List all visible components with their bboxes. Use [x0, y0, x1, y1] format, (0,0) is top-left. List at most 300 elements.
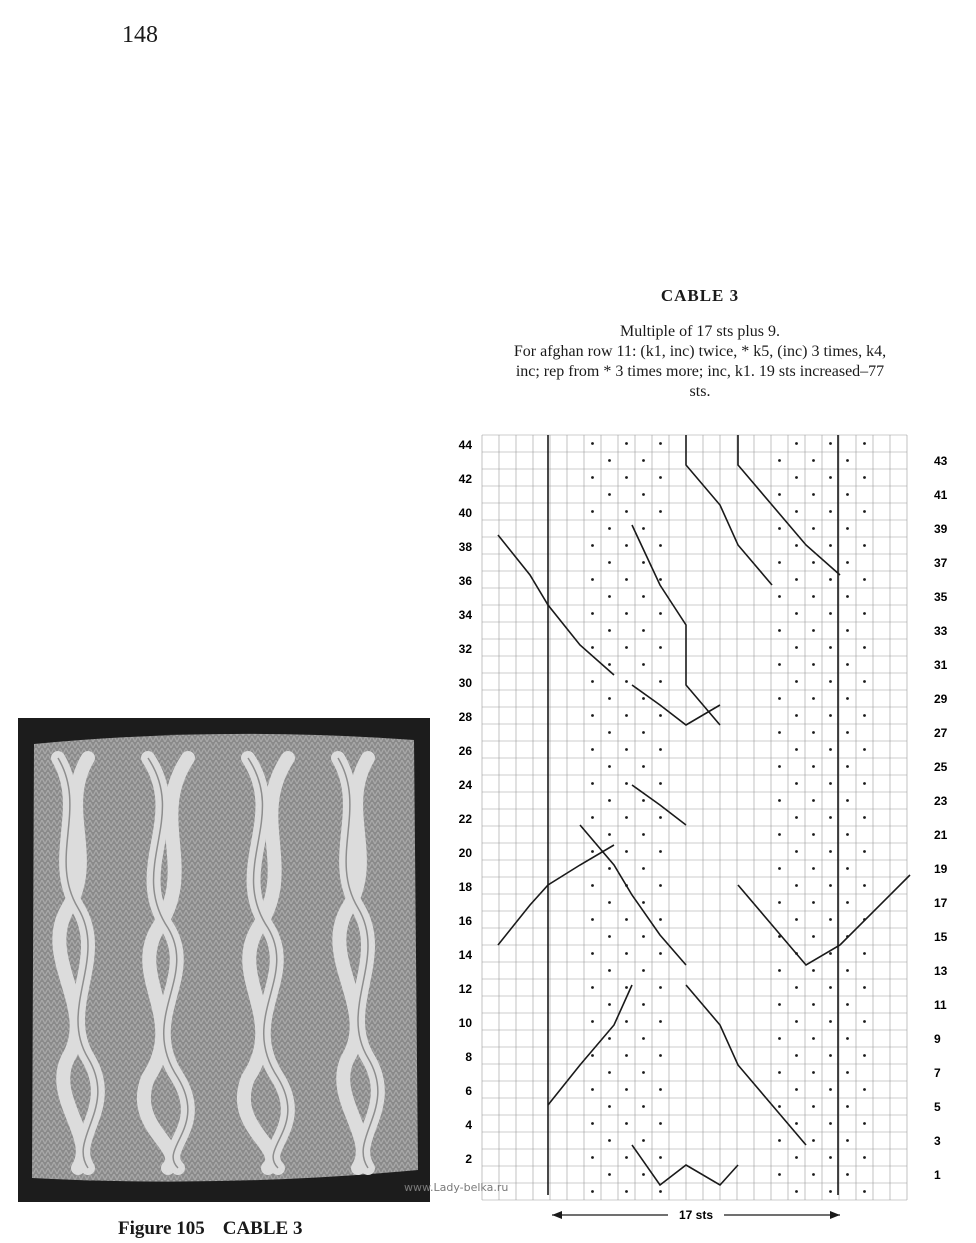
watermark: www.Lady-belka.ru: [404, 1181, 509, 1194]
purl-dot: [625, 986, 628, 989]
purl-dot: [591, 578, 594, 581]
purl-dot: [795, 748, 798, 751]
purl-dot: [778, 493, 781, 496]
purl-dot: [846, 969, 849, 972]
row-label-right: 11: [934, 998, 947, 1012]
row-label-right: 21: [934, 828, 948, 842]
purl-dot: [659, 680, 662, 683]
purl-dot: [863, 1156, 866, 1159]
purl-dot: [608, 697, 611, 700]
purl-dot: [863, 1020, 866, 1023]
purl-dot: [625, 476, 628, 479]
purl-dot: [591, 714, 594, 717]
purl-dot: [863, 782, 866, 785]
purl-dot: [829, 578, 832, 581]
purl-dot: [625, 544, 628, 547]
cable-line: [632, 1145, 738, 1185]
purl-dot: [795, 782, 798, 785]
purl-dot: [812, 697, 815, 700]
purl-dot: [591, 952, 594, 955]
purl-dot: [812, 493, 815, 496]
purl-dot: [812, 1139, 815, 1142]
purl-dot: [659, 816, 662, 819]
purl-dot: [608, 1071, 611, 1074]
purl-dot: [795, 884, 798, 887]
purl-dot: [846, 731, 849, 734]
instruction-line-4: sts.: [689, 383, 711, 400]
purl-dot: [591, 510, 594, 513]
purl-dot: [846, 1003, 849, 1006]
purl-dot: [795, 986, 798, 989]
purl-dot: [642, 697, 645, 700]
purl-dot: [642, 901, 645, 904]
purl-dot: [659, 918, 662, 921]
purl-dot: [863, 952, 866, 955]
purl-dot: [591, 748, 594, 751]
purl-dot: [846, 799, 849, 802]
purl-dot: [608, 629, 611, 632]
purl-dot: [642, 1037, 645, 1040]
purl-dot: [642, 799, 645, 802]
purl-dot: [795, 578, 798, 581]
purl-dot: [846, 629, 849, 632]
purl-dot: [625, 850, 628, 853]
purl-dot: [659, 476, 662, 479]
purl-dot: [863, 578, 866, 581]
purl-dot: [625, 510, 628, 513]
purl-dot: [812, 1173, 815, 1176]
right-row-labels: [934, 454, 948, 1182]
purl-dot: [659, 986, 662, 989]
purl-dot: [795, 816, 798, 819]
purl-dot: [795, 1190, 798, 1193]
purl-dot: [608, 969, 611, 972]
purl-dot: [625, 442, 628, 445]
row-label-left: 22: [458, 812, 472, 826]
purl-dot: [608, 1003, 611, 1006]
purl-dot: [829, 1122, 832, 1125]
purl-dot: [795, 1122, 798, 1125]
row-label-right: 23: [934, 794, 948, 808]
row-label-left: 6: [465, 1084, 472, 1098]
row-label-left: 8: [465, 1050, 472, 1064]
purl-dot: [795, 1088, 798, 1091]
purl-dot: [608, 1037, 611, 1040]
purl-dot: [642, 1139, 645, 1142]
purl-dot: [863, 544, 866, 547]
purl-dot: [846, 663, 849, 666]
purl-dot: [829, 918, 832, 921]
purl-dot: [642, 935, 645, 938]
cable-line: [738, 875, 910, 965]
purl-dot: [591, 680, 594, 683]
purl-dot: [659, 442, 662, 445]
purl-dot: [625, 782, 628, 785]
row-label-right: 35: [934, 590, 948, 604]
purl-dot: [846, 1037, 849, 1040]
purl-dot: [591, 1156, 594, 1159]
purl-dot: [659, 1020, 662, 1023]
purl-dot: [795, 1054, 798, 1057]
purl-dot: [625, 1088, 628, 1091]
purl-dot: [863, 884, 866, 887]
purl-dot: [778, 901, 781, 904]
purl-dot: [863, 510, 866, 513]
purl-dot: [812, 901, 815, 904]
purl-dot: [778, 1173, 781, 1176]
cable-line: [580, 825, 686, 965]
purl-dot: [795, 1020, 798, 1023]
purl-dot: [591, 884, 594, 887]
row-label-left: 14: [458, 948, 472, 962]
purl-dot: [812, 527, 815, 530]
purl-dot: [863, 476, 866, 479]
purl-dot: [863, 442, 866, 445]
purl-dot: [642, 833, 645, 836]
row-label-left: 12: [458, 982, 472, 996]
purl-dot: [846, 527, 849, 530]
row-label-right: 27: [934, 726, 948, 740]
purl-dot: [625, 578, 628, 581]
instruction-line-2: For afghan row 11: (k1, inc) twice, * k5, (inc) 3 times, k4,: [513, 343, 887, 360]
row-label-right: 41: [934, 488, 948, 502]
purl-dot: [778, 663, 781, 666]
purl-dot: [778, 1003, 781, 1006]
purl-dot: [829, 612, 832, 615]
row-label-right: 29: [934, 692, 948, 706]
purl-dot: [625, 1054, 628, 1057]
cable-line: [686, 435, 772, 585]
purl-dot: [812, 595, 815, 598]
purl-dot: [591, 1020, 594, 1023]
purl-dot: [591, 612, 594, 615]
row-label-right: 33: [934, 624, 948, 638]
purl-dot: [829, 1054, 832, 1057]
purl-dot: [659, 646, 662, 649]
purl-dot: [659, 850, 662, 853]
purl-dot: [591, 986, 594, 989]
purl-dot: [812, 833, 815, 836]
purl-dot: [812, 799, 815, 802]
purl-dot: [625, 714, 628, 717]
cable-line: [632, 785, 686, 825]
purl-dot: [591, 442, 594, 445]
purl-dot: [608, 901, 611, 904]
purl-dot: [659, 782, 662, 785]
purl-dot: [846, 901, 849, 904]
figure-caption: [118, 1218, 302, 1240]
purl-dot: [812, 1071, 815, 1074]
row-label-left: 42: [458, 472, 472, 486]
instruction-line-1: Multiple of 17 sts plus 9.: [619, 323, 780, 340]
purl-dot: [812, 969, 815, 972]
purl-dot: [829, 1088, 832, 1091]
purl-dot: [846, 697, 849, 700]
row-label-right: 15: [934, 930, 948, 944]
purl-dot: [846, 1139, 849, 1142]
purl-dot: [608, 459, 611, 462]
purl-dot: [591, 782, 594, 785]
cable-line: [548, 985, 632, 1105]
purl-dot: [829, 850, 832, 853]
purl-dot: [608, 561, 611, 564]
row-label-right: 1: [934, 1168, 941, 1182]
purl-dot: [642, 561, 645, 564]
row-label-left: 24: [458, 778, 472, 792]
purl-dot: [846, 1105, 849, 1108]
row-label-left: 32: [458, 642, 472, 656]
purl-dot: [829, 816, 832, 819]
purl-dot: [863, 748, 866, 751]
cable-swatch-photo: [18, 718, 430, 1202]
figure-number: Figure 105: [118, 1218, 205, 1239]
purl-dot: [812, 459, 815, 462]
purl-dot: [778, 969, 781, 972]
purl-dot: [659, 714, 662, 717]
purl-dot: [829, 782, 832, 785]
purl-dot: [591, 1122, 594, 1125]
purl-dot: [591, 646, 594, 649]
purl-dot: [829, 510, 832, 513]
purl-dot: [591, 1190, 594, 1193]
purl-dot: [608, 1173, 611, 1176]
cable-line: [632, 685, 720, 725]
purl-dot: [846, 833, 849, 836]
purl-dot: [659, 1122, 662, 1125]
purl-dot: [659, 748, 662, 751]
purl-dot: [778, 833, 781, 836]
purl-dot: [829, 442, 832, 445]
row-label-left: 20: [458, 846, 472, 860]
purl-dot: [591, 918, 594, 921]
purl-dot: [812, 765, 815, 768]
purl-dot: [863, 816, 866, 819]
row-label-left: 18: [458, 880, 472, 894]
purl-dot: [608, 867, 611, 870]
purl-dot: [625, 748, 628, 751]
purl-dot: [625, 952, 628, 955]
purl-dot: [591, 544, 594, 547]
purl-dot: [642, 1105, 645, 1108]
purl-dot: [642, 459, 645, 462]
row-label-left: 28: [458, 710, 472, 724]
purl-dot: [608, 527, 611, 530]
purl-dot: [659, 884, 662, 887]
purl-dot: [812, 935, 815, 938]
purl-dot: [829, 1156, 832, 1159]
purl-dot: [642, 663, 645, 666]
purl-dot: [778, 731, 781, 734]
purl-dot: [812, 1003, 815, 1006]
purl-dot: [625, 612, 628, 615]
repeat-indicator: [552, 1207, 840, 1223]
purl-dot: [829, 1020, 832, 1023]
purl-dot: [608, 493, 611, 496]
purl-dot: [625, 646, 628, 649]
purl-dot: [608, 833, 611, 836]
purl-dot: [642, 595, 645, 598]
purl-dot: [625, 1190, 628, 1193]
purl-dot: [812, 629, 815, 632]
purl-dot: [591, 476, 594, 479]
purl-dots: [591, 442, 866, 1193]
purl-dot: [659, 1156, 662, 1159]
purl-dot: [659, 612, 662, 615]
purl-dot: [846, 765, 849, 768]
purl-dot: [659, 578, 662, 581]
purl-dot: [608, 731, 611, 734]
purl-dot: [659, 544, 662, 547]
purl-dot: [846, 1071, 849, 1074]
purl-dot: [863, 714, 866, 717]
purl-dot: [778, 1071, 781, 1074]
page-number: 148: [122, 22, 158, 48]
row-label-left: 2: [465, 1152, 472, 1166]
purl-dot: [625, 680, 628, 683]
purl-dot: [642, 1173, 645, 1176]
purl-dot: [812, 731, 815, 734]
purl-dot: [795, 1156, 798, 1159]
purl-dot: [795, 476, 798, 479]
purl-dot: [608, 595, 611, 598]
purl-dot: [608, 1139, 611, 1142]
purl-dot: [608, 663, 611, 666]
purl-dot: [642, 731, 645, 734]
purl-dot: [829, 646, 832, 649]
purl-dot: [625, 816, 628, 819]
purl-dot: [642, 969, 645, 972]
purl-dot: [625, 1020, 628, 1023]
purl-dot: [659, 1190, 662, 1193]
purl-dot: [846, 561, 849, 564]
purl-dot: [812, 1105, 815, 1108]
instruction-line-3: inc; rep from * 3 times more; inc, k1. 19 sts increased–77: [515, 363, 885, 380]
purl-dot: [829, 1190, 832, 1193]
purl-dot: [625, 1122, 628, 1125]
purl-dot: [778, 799, 781, 802]
purl-dot: [863, 646, 866, 649]
purl-dot: [829, 986, 832, 989]
purl-dot: [642, 1003, 645, 1006]
purl-dot: [795, 680, 798, 683]
purl-dot: [659, 510, 662, 513]
purl-dot: [591, 1054, 594, 1057]
purl-dot: [659, 952, 662, 955]
row-label-right: 3: [934, 1134, 941, 1148]
purl-dot: [625, 1156, 628, 1159]
row-label-left: 40: [458, 506, 472, 520]
purl-dot: [795, 850, 798, 853]
purl-dot: [863, 1054, 866, 1057]
purl-dot: [863, 1190, 866, 1193]
purl-dot: [795, 510, 798, 513]
purl-dot: [591, 850, 594, 853]
purl-dot: [829, 748, 832, 751]
purl-dot: [642, 493, 645, 496]
row-label-left: 10: [458, 1016, 472, 1030]
purl-dot: [846, 867, 849, 870]
purl-dot: [812, 1037, 815, 1040]
purl-dot: [642, 629, 645, 632]
purl-dot: [846, 459, 849, 462]
row-label-right: 7: [934, 1066, 941, 1080]
purl-dot: [795, 612, 798, 615]
purl-dot: [625, 918, 628, 921]
row-label-right: 31: [934, 658, 948, 672]
purl-dot: [829, 680, 832, 683]
purl-dot: [778, 527, 781, 530]
purl-dot: [591, 1088, 594, 1091]
chart-grid: [482, 435, 907, 1200]
purl-dot: [795, 918, 798, 921]
purl-dot: [863, 1122, 866, 1125]
purl-dot: [778, 697, 781, 700]
purl-dot: [846, 1173, 849, 1176]
purl-dot: [863, 612, 866, 615]
knitting-chart: [450, 425, 970, 1230]
section-title: CABLE 3: [660, 286, 740, 305]
row-label-right: 19: [934, 862, 948, 876]
purl-dot: [778, 867, 781, 870]
purl-dot: [829, 952, 832, 955]
purl-dot: [642, 527, 645, 530]
row-label-left: 4: [465, 1118, 472, 1132]
row-label-left: 16: [458, 914, 472, 928]
pattern-instructions: [448, 322, 952, 402]
row-label-right: 17: [934, 896, 948, 910]
purl-dot: [778, 765, 781, 768]
row-label-left: 36: [458, 574, 472, 588]
row-label-left: 34: [458, 608, 472, 622]
row-label-right: 5: [934, 1100, 941, 1114]
purl-dot: [863, 1088, 866, 1091]
purl-dot: [608, 799, 611, 802]
purl-dot: [795, 646, 798, 649]
purl-dot: [778, 1037, 781, 1040]
row-label-right: 43: [934, 454, 948, 468]
purl-dot: [608, 765, 611, 768]
purl-dot: [778, 561, 781, 564]
purl-dot: [778, 459, 781, 462]
purl-dot: [778, 1139, 781, 1142]
row-label-right: 37: [934, 556, 948, 570]
purl-dot: [829, 544, 832, 547]
purl-dot: [778, 1105, 781, 1108]
purl-dot: [829, 476, 832, 479]
purl-dot: [812, 561, 815, 564]
purl-dot: [795, 442, 798, 445]
purl-dot: [642, 1071, 645, 1074]
purl-dot: [608, 935, 611, 938]
purl-dot: [591, 816, 594, 819]
purl-dot: [659, 1054, 662, 1057]
row-label-right: 25: [934, 760, 948, 774]
purl-dot: [659, 1088, 662, 1091]
purl-dot: [795, 544, 798, 547]
purl-dot: [812, 867, 815, 870]
purl-dot: [846, 595, 849, 598]
row-label-right: 39: [934, 522, 948, 536]
row-label-left: 30: [458, 676, 472, 690]
purl-dot: [608, 1105, 611, 1108]
repeat-label: 17 sts: [678, 1208, 714, 1222]
row-label-left: 44: [458, 438, 472, 452]
purl-dot: [829, 714, 832, 717]
purl-dot: [863, 850, 866, 853]
purl-dot: [846, 493, 849, 496]
row-label-left: 38: [458, 540, 472, 554]
purl-dot: [642, 867, 645, 870]
